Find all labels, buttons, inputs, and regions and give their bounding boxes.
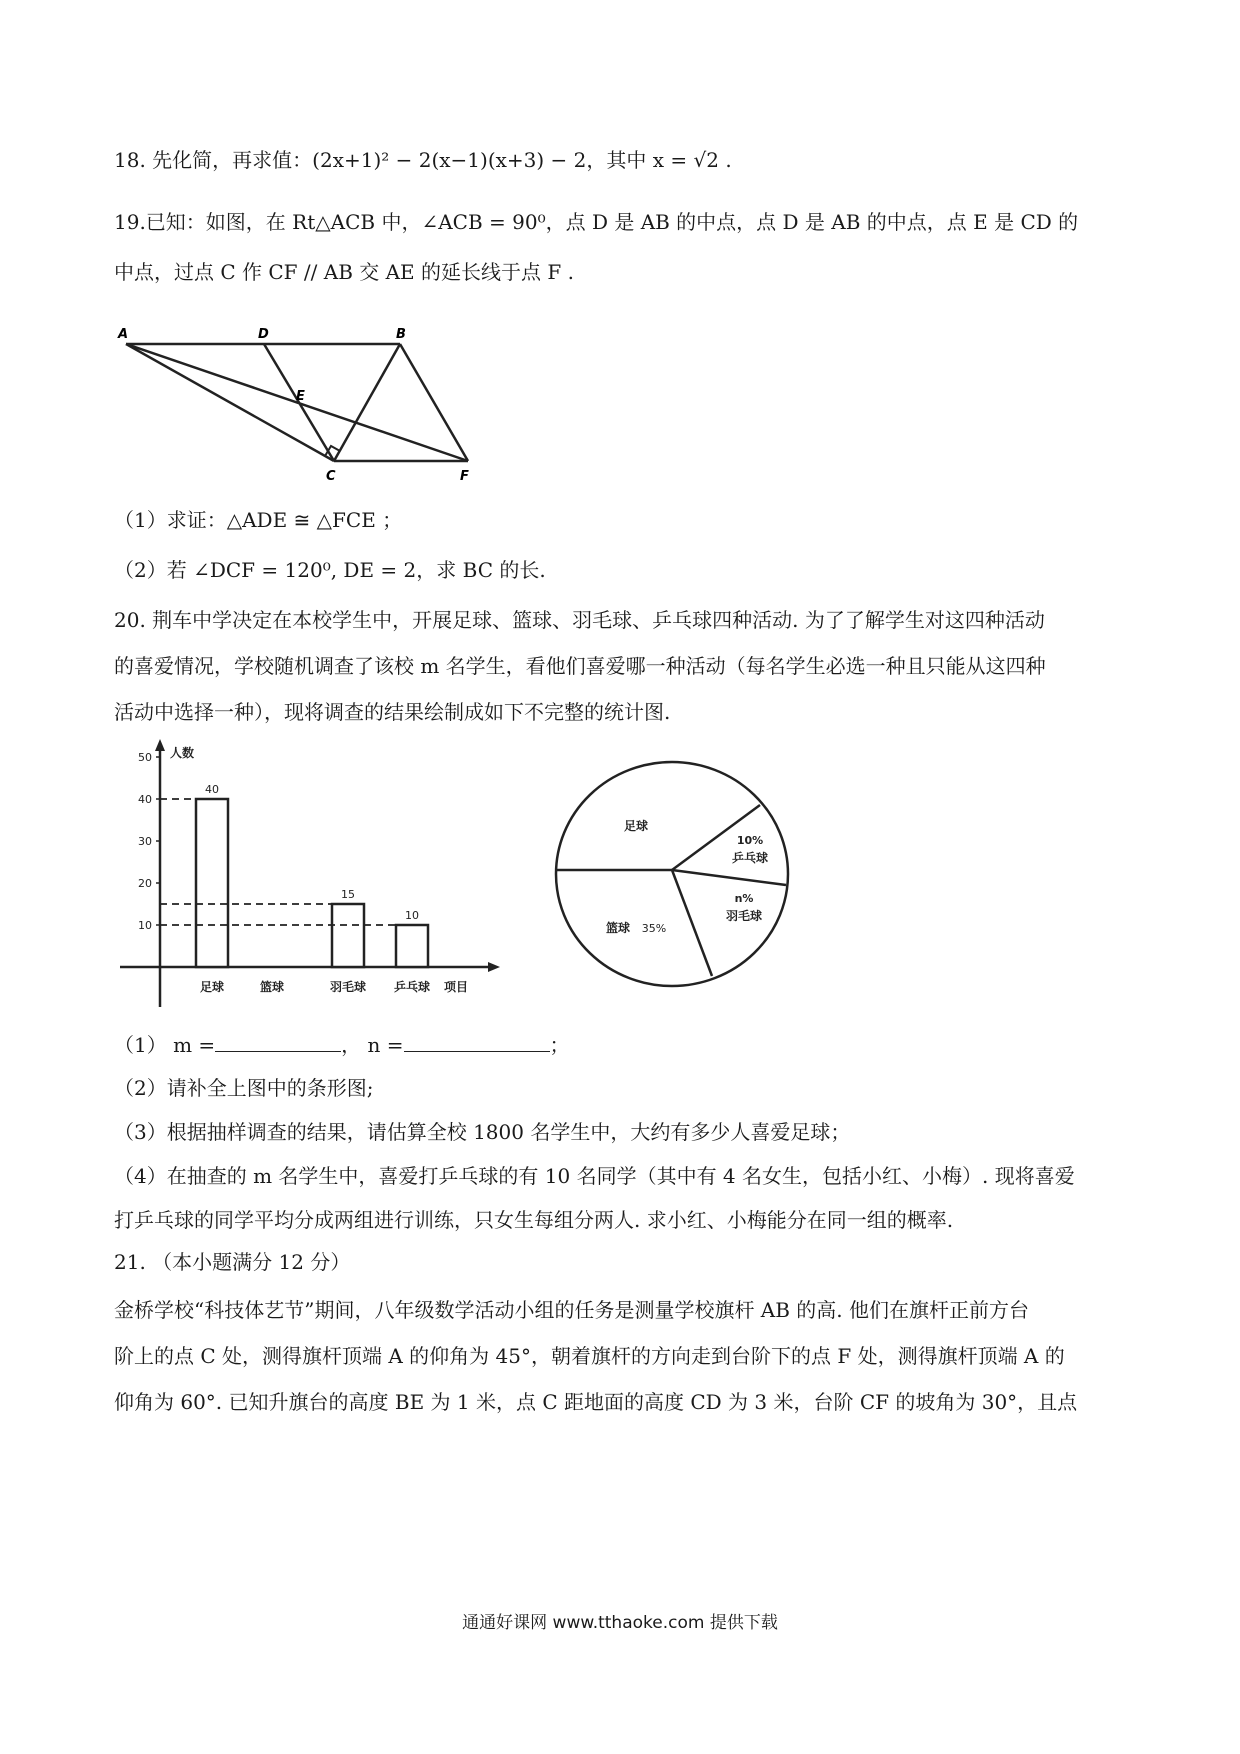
q18-text: 18. 先化简，再求值：(2x+1)² − 2(x−1)(x+3) − 2，其中 x = √2 . [114,148,732,172]
q21-line2: 阶上的点 C 处，测得旗杆顶端 A 的仰角为 45°，朝着旗杆的方向走到台阶下的点 F 处，测得旗杆顶端 A 的 [114,1344,1065,1368]
bar-1 [196,799,228,967]
label-c: C [326,469,336,484]
x-axis-arrow [488,962,500,972]
pie-outline [556,762,788,986]
pie-label-basketball: 篮球 [605,921,631,935]
pie-label-1: 乒乓球 [731,851,769,865]
page-footer: 通通好课网 www.tthaoke.com 提供下载 [462,1613,778,1633]
y-axis-label: 人数 [170,746,195,760]
bar-value-label: 10 [405,909,419,922]
q20-line3: 活动中选择一种），现将调查的结果绘制成如下不完整的统计图. [114,700,671,724]
pie-label-2: 羽毛球 [725,909,763,923]
n-answer-blank[interactable] [404,1033,550,1052]
label-e: E [296,389,305,404]
q20-part1-m-label: （1） m = [114,1033,216,1057]
bar-3 [332,904,364,967]
y-tick-label: 20 [138,877,152,890]
q21-line3: 仰角为 60°. 已知升旗台的高度 BE 为 1 米，点 C 距地面的高度 CD 为 3 米，台阶 CF 的坡角为 30°，且点 [114,1390,1078,1414]
x-tick-label: 乒乓球 [393,980,431,994]
q21-line1: 金桥学校“科技体艺节”期间，八年级数学活动小组的任务是测量学校旗杆 AB 的高. 他们在旗杆正前方台 [114,1298,1030,1322]
q20-part3: （3）根据抽样调查的结果，请估算全校 1800 名学生中，大约有多少人喜爱足球； [114,1120,851,1144]
pie-percent-1: 10% [736,834,764,847]
q19-part2: （2）若 ∠DCF = 120⁰, DE = 2，求 BC 的长. [114,558,546,582]
q20-part2: （2）请补全上图中的条形图; [114,1076,374,1100]
q20-part4-line1: （4）在抽查的 m 名学生中，喜爱打乒乓球的有 10 名同学（其中有 4 名女生，包括小红、小梅）. 现将喜爱 [114,1164,1075,1188]
y-tick-label: 30 [138,835,152,848]
x-axis-label: 项目 [444,980,469,994]
m-answer-blank[interactable] [215,1033,341,1052]
bar-value-label: 15 [341,888,355,901]
pie-label-football: 足球 [623,819,649,833]
y-tick-label: 40 [138,793,152,806]
q21-heading: 21. （本小题满分 12 分） [114,1250,351,1274]
q20-part1 [114,1033,570,1055]
q19-line1: 19.已知：如图，在 Rt△ACB 中，∠ACB = 90⁰，点 D 是 AB 的中点，点 D 是 AB 的中点，点 E 是 CD 的 [114,210,1079,234]
x-tick-label: 篮球 [259,980,285,994]
pie-percent-basketball: 35% [641,922,667,935]
q19-part1: （1）求证：△ADE ≅ △FCE ； [114,508,403,532]
x-tick-label: 足球 [199,980,225,994]
bar-value-label: 40 [205,783,219,796]
q19-triangle-figure [112,320,542,500]
q20-part1-end: ； [549,1033,570,1057]
q20-part1-n-label: ， n = [341,1033,404,1057]
bar-chart [112,735,552,1020]
q19-line2: 中点，过点 C 作 CF // AB 交 AE 的延长线于点 F . [114,260,574,284]
q20-line1: 20. 荆车中学决定在本校学生中，开展足球、篮球、羽毛球、乒乓球四种活动. 为了了解学生对这四种活动 [114,608,1045,632]
pie-chart [548,760,808,1010]
pie-percent-2: n% [734,892,754,905]
label-d: D [258,327,269,342]
q20-line2: 的喜爱情况，学校随机调查了该校 m 名学生，看他们喜爱哪一种活动（每名学生必选一种且只能从这四种 [114,654,1046,678]
x-tick-label: 羽毛球 [329,980,367,994]
segment-bf [400,344,468,461]
segment-bc [334,344,400,461]
y-axis-arrow [155,739,165,751]
y-tick-label: 50 [138,751,152,764]
bar-4 [396,925,428,967]
label-b: B [396,327,406,342]
y-tick-label: 10 [138,919,152,932]
label-f: F [460,469,469,484]
q20-part4-line2: 打乒乓球的同学平均分成两组进行训练，只女生每组分两人. 求小红、小梅能分在同一组的概率. [114,1208,954,1232]
label-a: A [118,327,129,342]
